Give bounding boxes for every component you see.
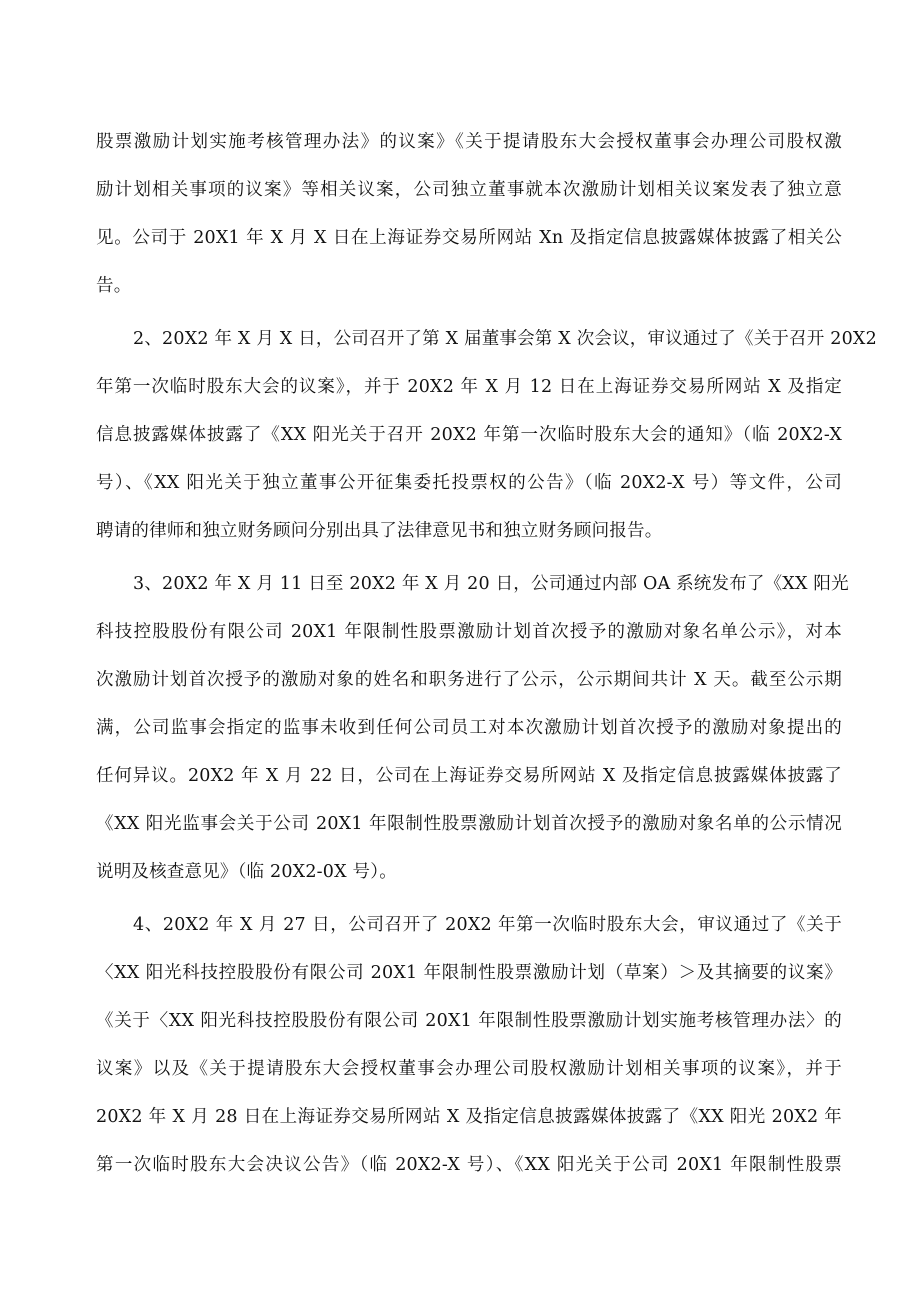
text-line: 4、20X2 年 X 月 27 日，公司召开了 20X2 年第一次临时股东大会，审议通过了《关于 — [133, 915, 842, 935]
text-line: 科技控股股份有限公司 20X1 年限制性股票激励计划首次授予的激励对象名单公示》，对本 — [96, 622, 842, 642]
text-line: 告。 — [96, 276, 132, 296]
text-line: 年第一次临时股东大会的议案》，并于 20X2 年 X 月 12 日在上海证券交易所网站 X 及指定 — [96, 377, 842, 397]
text-line: 见。公司于 20X1 年 X 月 X 日在上海证券交易所网站 Xn 及指定信息披露媒体披露了相关公 — [96, 228, 842, 248]
text-line: 信息披露媒体披露了《XX 阳光关于召开 20X2 年第一次临时股东大会的通知》（临 20X2-X — [96, 425, 842, 445]
text-line: 《XX 阳光监事会关于公司 20X1 年限制性股票激励计划首次授予的激励对象名单的公示情况 — [96, 814, 842, 834]
text-line: 号）、《XX 阳光关于独立董事公开征集委托投票权的公告》（临 20X2-X 号）等文件，公司 — [96, 473, 842, 493]
text-line: 次激励计划首次授予的激励对象的姓名和职务进行了公示，公示期间共计 X 天。截至公示期 — [96, 670, 842, 690]
text-line: 说明及核查意见》（临 20X2-0X 号）。 — [96, 862, 397, 882]
text-line: 〈XX 阳光科技控股股份有限公司 20X1 年限制性股票激励计划（草案）＞及其摘要的议案》 — [96, 963, 842, 983]
text-line: 3、20X2 年 X 月 11 日至 20X2 年 X 月 20 日，公司通过内部 OA 系统发布了《XX 阳光 — [133, 574, 849, 594]
text-line: 议案》以及《关于提请股东大会授权董事会办理公司股权激励计划相关事项的议案》，并于 — [96, 1059, 842, 1079]
text-line: 2、20X2 年 X 月 X 日，公司召开了第 X 届董事会第 X 次会议，审议通过了《关于召开 20X2 — [133, 329, 877, 349]
text-line: 20X2 年 X 月 28 日在上海证券交易所网站 X 及指定信息披露媒体披露了《XX 阳光 20X2 年 — [96, 1107, 842, 1127]
text-line: 聘请的律师和独立财务顾问分别出具了法律意见书和独立财务顾问报告。 — [96, 521, 663, 541]
text-line: 满，公司监事会指定的监事未收到任何公司员工对本次激励计划首次授予的激励对象提出的 — [96, 718, 842, 738]
text-line: 励计划相关事项的议案》等相关议案，公司独立董事就本次激励计划相关议案发表了独立意 — [96, 180, 842, 200]
text-line: 任何异议。20X2 年 X 月 22 日，公司在上海证券交易所网站 X 及指定信息披露媒体披露了 — [96, 766, 842, 786]
text-line: 《关于〈XX 阳光科技控股股份有限公司 20X1 年限制性股票激励计划实施考核管理办法〉的 — [96, 1011, 842, 1031]
text-line: 第一次临时股东大会决议公告》（临 20X2-X 号）、《XX 阳光关于公司 20X1 年限制性股票 — [96, 1155, 842, 1175]
text-line: 股票激励计划实施考核管理办法》的议案》《关于提请股东大会授权董事会办理公司股权激 — [96, 132, 842, 152]
